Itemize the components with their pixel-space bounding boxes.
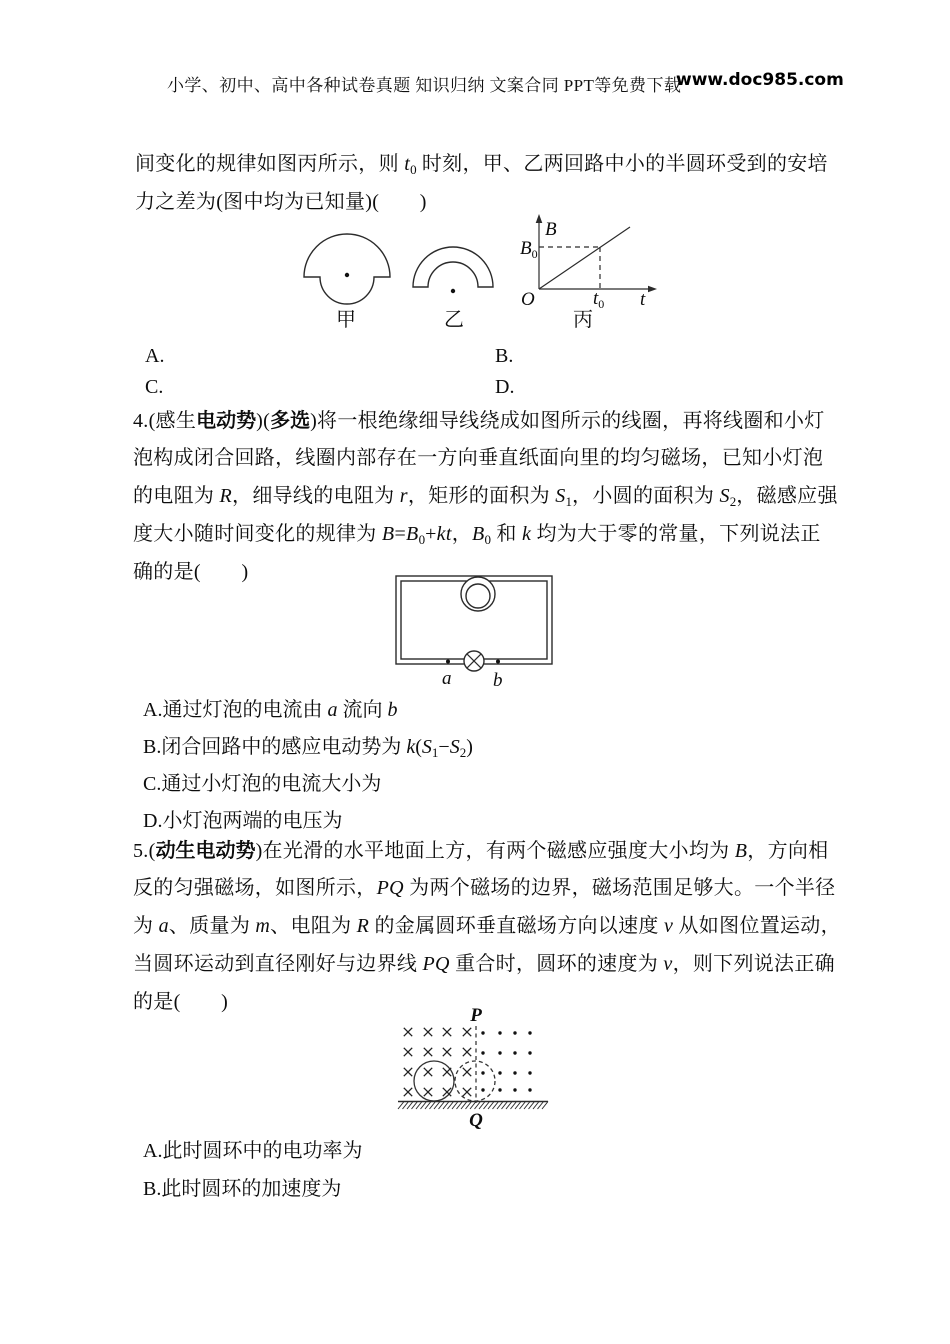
t0-tick-label: $t_0$ — [593, 288, 605, 311]
x-axis-arrow — [648, 286, 657, 293]
q3-option-b: B. — [495, 345, 514, 367]
terminal-a-label: a — [442, 668, 452, 689]
boundary-q-label: Q — [469, 1110, 483, 1131]
field-out-dot-icon — [498, 1088, 501, 1091]
q5-text-line-4: 当圆环运动到直径刚好与边界线 PQ 重合时，圆环的速度为 v，则下列说法正确 — [133, 953, 835, 975]
q4-text-line-3: 的电阻为 R，细导线的电阻为 r，矩形的面积为 $S_1$，小圆的面积为 $S_2$，磁感应强 — [133, 485, 838, 509]
header-site-link[interactable]: www.doc985.com — [676, 70, 844, 90]
field-out-dot-icon — [528, 1051, 531, 1054]
field-out-dot-icon — [528, 1031, 531, 1034]
q3-option-d: D. — [495, 376, 515, 398]
q3-text-line-2: 力之差为(图中均为已知量)( ) — [135, 191, 427, 213]
b-t-graph — [520, 214, 657, 311]
q5-figure-svg — [385, 1005, 565, 1130]
q4-text-line-2: 泡构成闭合回路，线圈内部存在一方向垂直纸面向里的均匀磁场，已知小灯泡 — [133, 447, 824, 469]
axis-label-t: t — [640, 289, 646, 310]
ring-solid — [414, 1061, 454, 1101]
q5-option-a: A.此时圆环中的电功率为 — [143, 1140, 363, 1162]
field-dot — [451, 289, 455, 293]
q5-text-line-2: 反的匀强磁场，如图所示，PQ 为两个磁场的边界，磁场范围足够大。一个半径 — [133, 877, 836, 899]
field-dot — [345, 273, 349, 277]
loop-yi-shape — [413, 247, 493, 293]
field-out-dot-icon — [481, 1031, 484, 1034]
small-loop-inner — [466, 584, 490, 608]
field-out-dot-icon — [481, 1088, 484, 1091]
field-out-dot-icon — [513, 1031, 516, 1034]
origin-label: O — [521, 289, 535, 310]
field-out-dot-icon — [513, 1088, 516, 1091]
field-out-dot-icon — [498, 1051, 501, 1054]
field-out-dot-icon — [528, 1088, 531, 1091]
loop-jia-shape — [304, 234, 390, 304]
field-out-dot-icon — [513, 1071, 516, 1074]
q3-option-a: A. — [145, 345, 165, 367]
q4-option-d: D.小灯泡两端的电压为 — [143, 810, 343, 832]
q5-text-line-5: 的是( ) — [133, 991, 229, 1013]
field-out-dot-icon — [498, 1071, 501, 1074]
terminal-b-dot — [496, 660, 500, 664]
q4-circuit-svg — [385, 568, 565, 693]
lamp-icon — [464, 651, 484, 671]
b0-tick-label: $B_0$ — [520, 238, 538, 261]
field-out-dot-icon — [528, 1071, 531, 1074]
q3-text-line-1: 间变化的规律如图丙所示，则 $t_0$ 时刻，甲、乙两回路中小的半圆环受到的安培 — [135, 153, 828, 177]
field-out-dot-icon — [498, 1031, 501, 1034]
label-yi: 乙 — [444, 309, 464, 331]
q4-option-a: A.通过灯泡的电流由 a 流向 b — [143, 699, 398, 721]
q4-text-line-5: 确的是( ) — [133, 561, 249, 583]
axis-label-B: B — [545, 219, 557, 240]
terminal-b-label: b — [493, 670, 503, 691]
q3-figure-svg — [285, 214, 675, 339]
ground-hatch — [398, 1102, 548, 1110]
label-bing: 丙 — [573, 309, 593, 331]
header-promo-text: 小学、初中、高中各种试卷真题 知识归纳 文案合同 PPT等免费下载 — [167, 76, 682, 95]
boundary-p-label: P — [470, 1005, 482, 1026]
field-out-dot-icon — [481, 1071, 484, 1074]
y-axis-arrow — [536, 214, 543, 223]
q4-option-b: B.闭合回路中的感应电动势为 $k(S_1-S_2)$ — [143, 736, 473, 760]
q3-option-c: C. — [145, 376, 164, 398]
q4-text-line-1: 4.(感生电动势)(多选)将一根绝缘细导线绕成如图所示的线圈，再将线圈和小灯 — [133, 408, 825, 432]
label-jia: 甲 — [336, 309, 356, 331]
q5-text-line-3: 为 a、质量为 m、电阻为 R 的金属圆环垂直磁场方向以速度 v 从如图位置运动， — [133, 915, 841, 937]
q4-text-line-4: 度大小随时间变化的规律为 $B=B_0+kt$，$B_0$ 和 k 均为大于零的常量，下列说法正 — [133, 523, 821, 547]
terminal-a-dot — [446, 660, 450, 664]
q4-option-c: C.通过小灯泡的电流大小为 — [143, 773, 382, 795]
q5-text-line-1: 5.(动生电动势)在光滑的水平地面上方，有两个磁感应强度大小均为 B，方向相 — [133, 838, 829, 862]
ring-dashed — [455, 1061, 495, 1101]
field-out-dot-icon — [481, 1051, 484, 1054]
q5-option-b: B.此时圆环的加速度为 — [143, 1178, 342, 1200]
field-out-dot-icon — [513, 1051, 516, 1054]
